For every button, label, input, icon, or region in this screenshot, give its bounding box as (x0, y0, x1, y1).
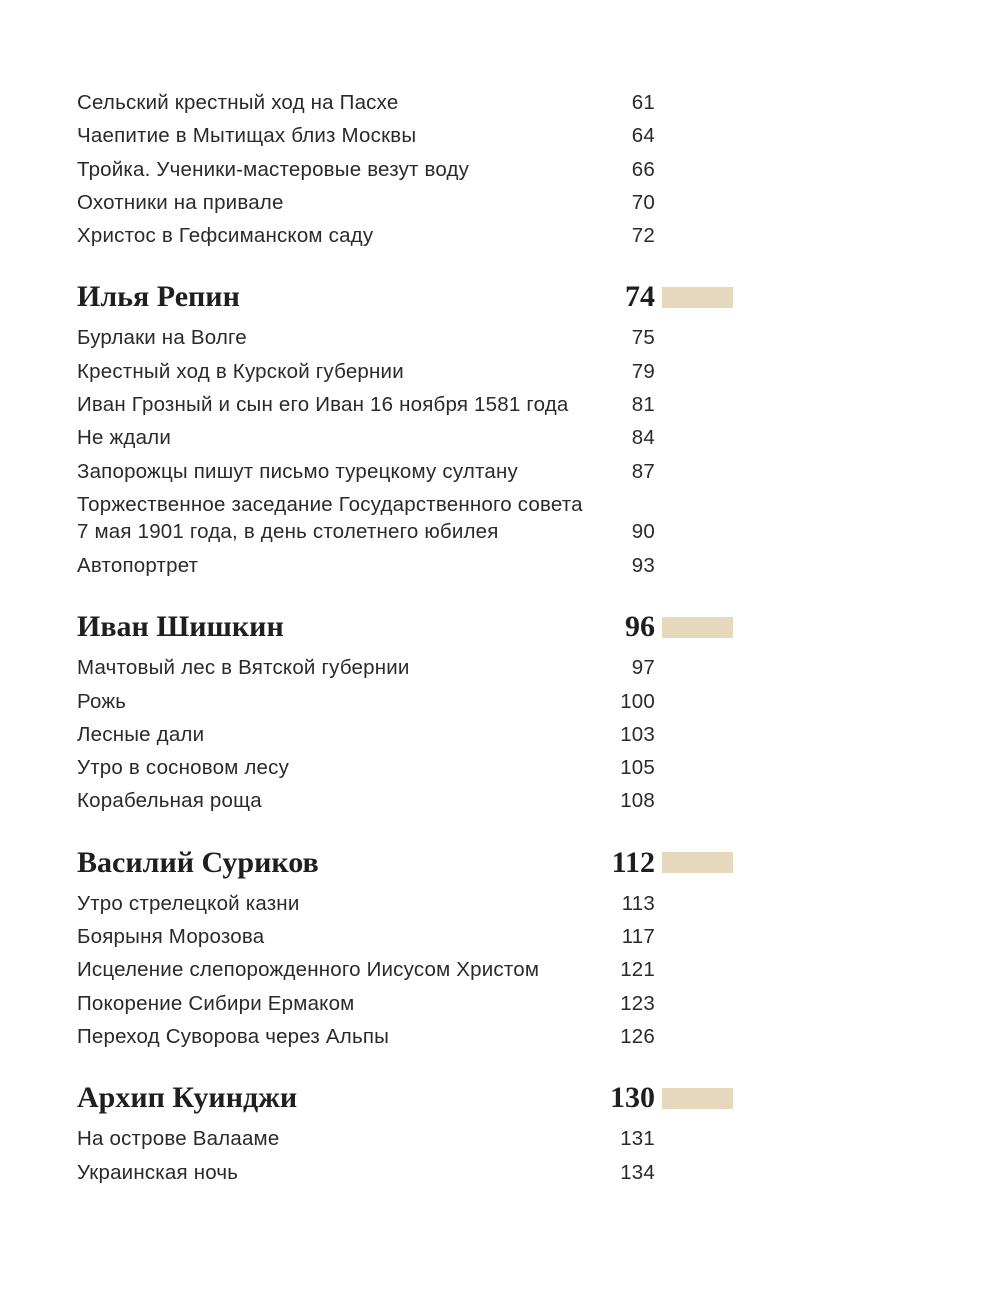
entry-page: 70 (631, 190, 655, 214)
section-page: 74 (625, 280, 655, 314)
toc-entry[interactable] (77, 321, 655, 354)
entry-title: Чаепитие в Мытищах близ Москвы (77, 124, 417, 148)
entry-title: Крестный ход в Курской губернии (77, 359, 404, 383)
entry-title: Не ждали (77, 426, 171, 450)
entry-title: Покорение Сибири Ермаком (77, 991, 355, 1015)
section-heading[interactable] (77, 1074, 733, 1122)
toc-entry[interactable] (77, 784, 655, 817)
entry-page: 105 (620, 756, 655, 780)
entry-title: Корабельная роща (77, 789, 262, 813)
entry-page: 90 (631, 520, 655, 544)
entry-page: 126 (620, 1024, 655, 1048)
accent-bar (662, 287, 733, 308)
entry-page: 64 (631, 124, 655, 148)
toc-entry[interactable] (77, 488, 655, 549)
toc-entry[interactable] (77, 388, 655, 421)
toc-entry[interactable] (77, 421, 655, 454)
section-artist-name: Илья Репин (77, 280, 240, 314)
toc-entry[interactable] (77, 1156, 655, 1189)
entry-title: Тройка. Ученики-мастеровые везут воду (77, 157, 470, 181)
entry-title: Лесные дали (77, 722, 205, 746)
toc-entry[interactable] (77, 549, 655, 582)
entry-title: Иван Грозный и сын его Иван 16 ноября 1581 года (77, 393, 569, 417)
entry-page: 79 (631, 359, 655, 383)
entry-title: Бурлаки на Волге (77, 326, 247, 350)
toc-entry[interactable] (77, 355, 655, 388)
toc-entry[interactable] (77, 186, 655, 219)
entry-page: 61 (631, 91, 655, 114)
entry-page: 103 (620, 722, 655, 746)
entry-page: 87 (631, 459, 655, 483)
entry-page: 97 (631, 656, 655, 680)
entry-page: 121 (620, 958, 655, 982)
table-of-contents (77, 86, 733, 1189)
toc-entry[interactable] (77, 685, 655, 718)
entry-title: Украинская ночь (77, 1160, 239, 1184)
section-page: 130 (610, 1081, 655, 1115)
entry-title: Утро стрелецкой казни (77, 891, 300, 915)
entry-title: Сельский крестный ход на Пасхе (77, 91, 399, 114)
accent-bar (662, 852, 733, 873)
entry-page: 117 (621, 925, 655, 949)
entry-title: На острове Валааме (77, 1127, 280, 1151)
toc-entry[interactable] (77, 718, 655, 751)
entry-title: Переход Суворова через Альпы (77, 1024, 390, 1048)
entry-title: Мачтовый лес в Вятской губернии (77, 656, 410, 680)
entry-page: 72 (631, 224, 655, 248)
entry-title: Запорожцы пишут письмо турецкому султану (77, 459, 518, 483)
section-artist-name: Иван Шишкин (77, 610, 284, 644)
toc-entry[interactable] (77, 987, 655, 1020)
accent-bar (662, 1088, 733, 1109)
section-heading[interactable] (77, 603, 733, 651)
entry-page: 108 (620, 789, 655, 813)
entry-title: Утро в сосновом лесу (77, 756, 290, 780)
entry-title: Автопортрет (77, 553, 199, 577)
entry-title: Торжественное заседание Государственного совета 7 мая 1901 года, в день столетнего юбилея (77, 492, 583, 544)
toc-entry[interactable] (77, 219, 655, 252)
intro-entries (77, 86, 733, 252)
toc-entry[interactable] (77, 86, 655, 119)
toc-entry[interactable] (77, 751, 655, 784)
toc-entry[interactable] (77, 920, 655, 953)
section-artist-name: Архип Куинджи (77, 1081, 298, 1115)
toc-entry[interactable] (77, 1020, 655, 1053)
entry-page: 93 (631, 553, 655, 577)
entry-page: 100 (620, 689, 655, 713)
entry-title: Христос в Гефсиманском саду (77, 224, 374, 248)
toc-entry[interactable] (77, 953, 655, 986)
toc-entry[interactable] (77, 1122, 655, 1155)
entry-page: 134 (620, 1160, 655, 1184)
accent-bar (662, 617, 733, 638)
entry-page: 123 (620, 991, 655, 1015)
entry-title: Боярыня Морозова (77, 925, 265, 949)
entry-page: 113 (621, 891, 655, 915)
entry-page: 75 (631, 326, 655, 350)
entry-page: 66 (631, 157, 655, 181)
entry-page: 84 (631, 426, 655, 450)
section-heading[interactable] (77, 273, 733, 321)
toc-entry[interactable] (77, 455, 655, 488)
entry-page: 131 (620, 1127, 655, 1151)
section-artist-name: Василий Суриков (77, 845, 319, 879)
entry-title: Рожь (77, 689, 127, 713)
toc-entry[interactable] (77, 887, 655, 920)
section-page: 112 (611, 845, 655, 879)
entry-page: 81 (631, 393, 655, 417)
section-page: 96 (625, 610, 655, 644)
entry-title: Охотники на привале (77, 190, 284, 214)
section-heading[interactable] (77, 839, 733, 887)
entry-title: Исцеление слепорожденного Иисусом Христом (77, 958, 540, 982)
toc-entry[interactable] (77, 651, 655, 684)
toc-entry[interactable] (77, 119, 655, 152)
toc-entry[interactable] (77, 153, 655, 186)
